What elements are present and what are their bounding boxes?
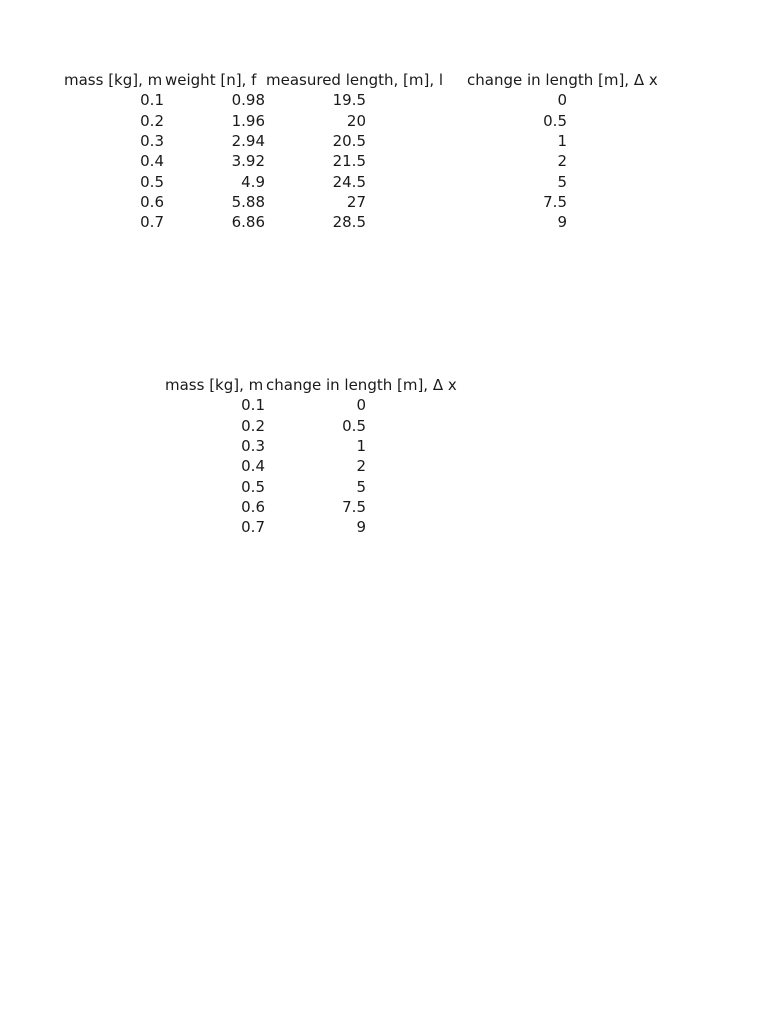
table1-cell: 24.5 [332, 172, 366, 191]
table1-header-1: mass [kg], m [64, 71, 163, 89]
table1-cell: 0 [557, 91, 567, 110]
table2-cell: 2 [356, 457, 366, 476]
table1-cell: 0.7 [140, 213, 164, 232]
table1-cell: 20 [346, 111, 366, 130]
table2-cell: 0.5 [342, 416, 366, 435]
table1-cell: 20.5 [332, 131, 366, 150]
table1-cell: 6.86 [231, 213, 265, 232]
table1-cell: 0.3 [140, 131, 164, 150]
table1-cell: 28.5 [332, 213, 366, 232]
table2-cell: 9 [356, 518, 366, 537]
table2-header-1: mass [kg], m [165, 376, 264, 394]
table1-header-3: measured length, [m], l [266, 71, 444, 89]
table1-cell: 21.5 [332, 152, 366, 171]
table2-cell: 0.5 [241, 477, 265, 496]
table1-cell: 1.96 [231, 111, 265, 130]
table2-cell: 0.7 [241, 518, 265, 537]
table1-cell: 5.88 [231, 192, 265, 211]
table2-cell: 0.1 [241, 396, 265, 415]
table1-cell: 0.98 [231, 91, 265, 110]
table2-cell: 0 [356, 396, 366, 415]
table1-cell: 4.9 [241, 172, 265, 191]
table2-cell: 1 [356, 436, 366, 455]
table2-cell: 5 [356, 477, 366, 496]
table1-cell: 3.92 [231, 152, 265, 171]
table2-cell: 0.6 [241, 497, 265, 516]
table1-cell: 0.6 [140, 192, 164, 211]
table1-header-2: weight [n], f [165, 71, 257, 89]
table1-cell: 7.5 [543, 192, 567, 211]
table1-cell: 5 [557, 172, 567, 191]
table1-cell: 0.2 [140, 111, 164, 130]
table1-cell: 0.5 [543, 111, 567, 130]
table1-cell: 27 [346, 192, 366, 211]
table2-cell: 7.5 [342, 497, 366, 516]
table1-cell: 0.4 [140, 152, 164, 171]
table1-cell: 9 [557, 213, 567, 232]
table2-cell: 0.4 [241, 457, 265, 476]
table1-cell: 2.94 [231, 131, 265, 150]
table1-cell: 1 [557, 131, 567, 150]
table1-cell: 2 [557, 152, 567, 171]
table1-header-4: change in length [m], Δ x [467, 71, 658, 89]
table1-cell: 0.1 [140, 91, 164, 110]
table1-cell: 19.5 [332, 91, 366, 110]
table2-cell: 0.2 [241, 416, 265, 435]
table2-cell: 0.3 [241, 436, 265, 455]
table2-header-2: change in length [m], Δ x [266, 376, 457, 394]
table1-cell: 0.5 [140, 172, 164, 191]
